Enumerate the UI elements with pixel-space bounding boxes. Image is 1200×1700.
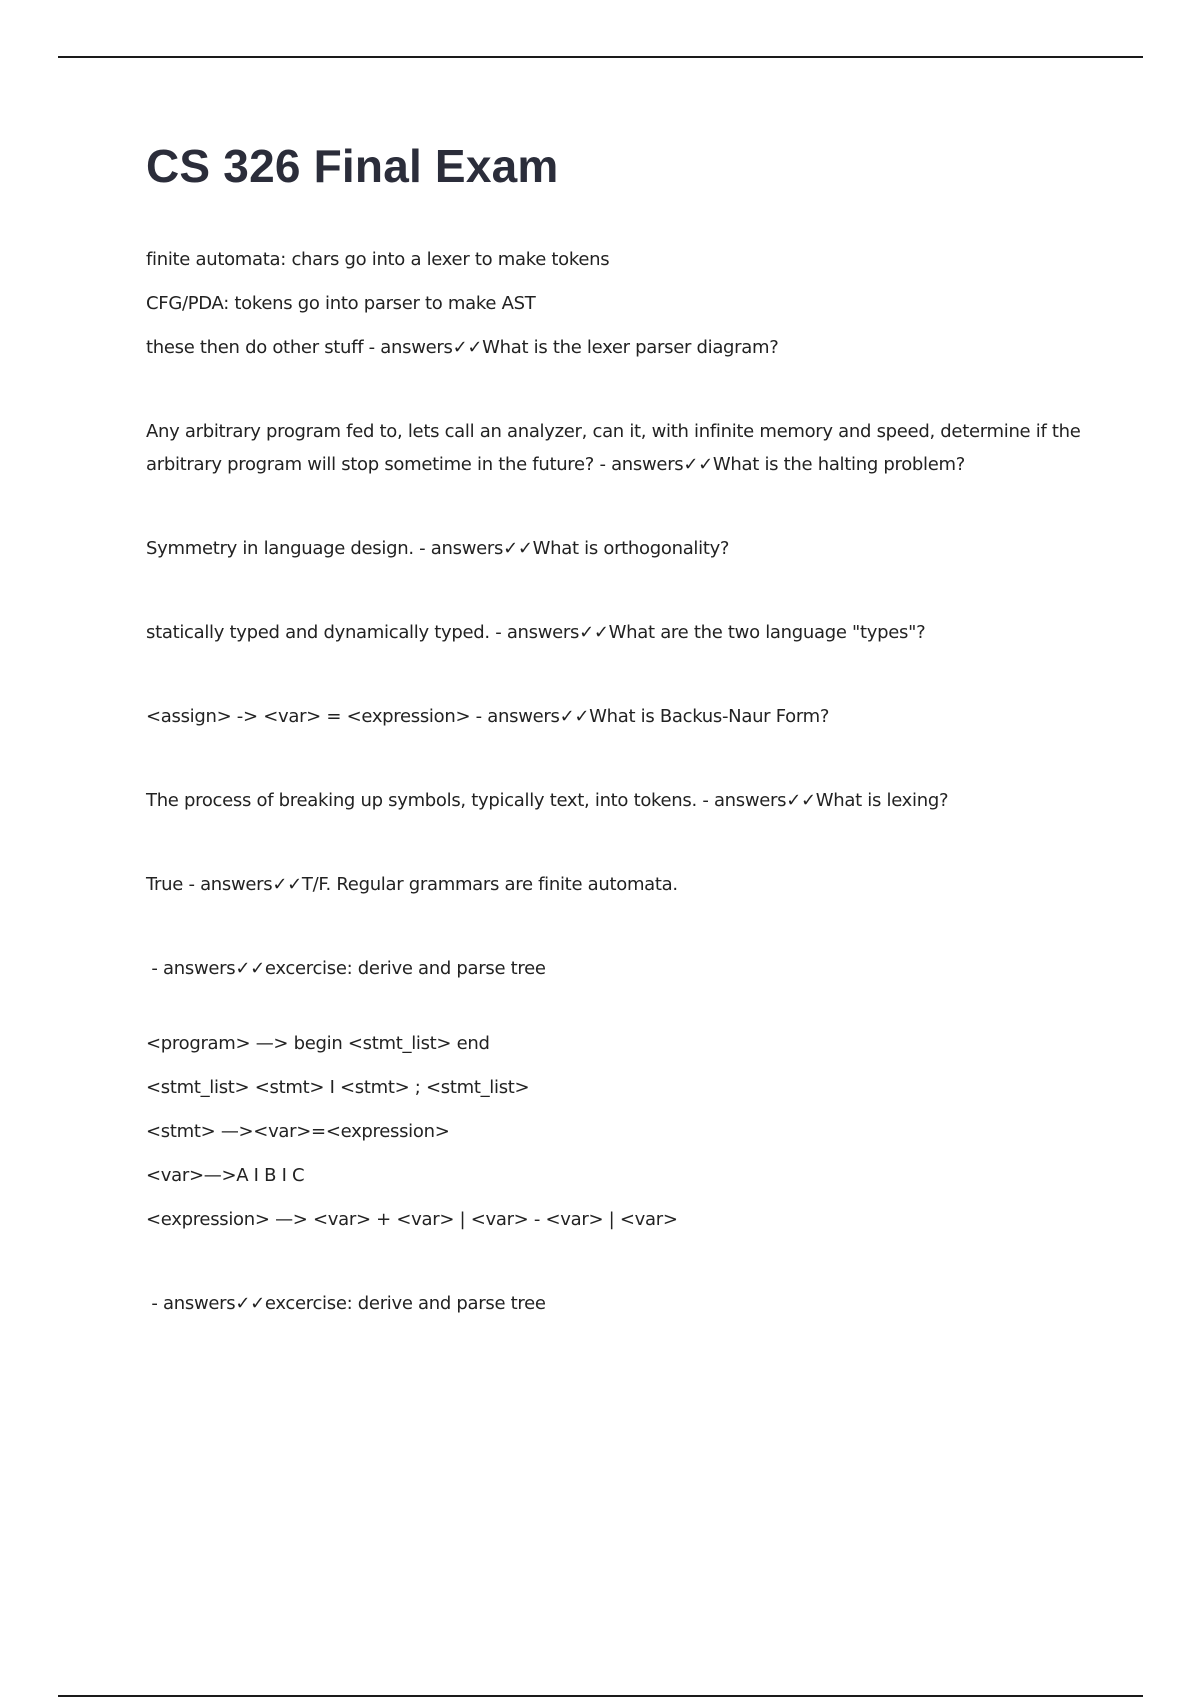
item-7: True - answers✓✓T/F. Regular grammars are finite automata. [146, 873, 678, 895]
top-rule [58, 56, 1143, 58]
grammar-line-1: <program> —> begin <stmt_list> end [146, 1032, 490, 1054]
item-2: Any arbitrary program fed to, lets call an analyzer, can it, with infinite memory and speed, determine if the arbitrary program will stop sometime in the future? - answers✓✓What is the halting problem? [146, 420, 1081, 475]
grammar-line-5: <expression> —> <var> + <var> | <var> - <var> | <var> [146, 1208, 678, 1230]
document-body [146, 140, 1096, 1320]
grammar-line-4: <var>—>A I B I C [146, 1164, 305, 1186]
grammar-line-3: <stmt> —><var>=<expression> [146, 1120, 450, 1142]
item-6: The process of breaking up symbols, typically text, into tokens. - answers✓✓What is lexing? [146, 789, 949, 811]
item-1-line-2: CFG/PDA: tokens go into parser to make AST [146, 292, 536, 314]
item-8: - answers✓✓excercise: derive and parse tree [146, 957, 546, 979]
grammar-line-2: <stmt_list> <stmt> I <stmt> ; <stmt_list> [146, 1076, 530, 1098]
item-4: statically typed and dynamically typed. - answers✓✓What are the two language "types"? [146, 621, 926, 643]
item-3: Symmetry in language design. - answers✓✓What is orthogonality? [146, 537, 730, 559]
document-title: CS 326 Final Exam [146, 140, 559, 192]
item-1-line-1: finite automata: chars go into a lexer to make tokens [146, 248, 610, 270]
item-1-line-3: these then do other stuff - answers✓✓What is the lexer parser diagram? [146, 336, 779, 358]
item-5: <assign> -> <var> = <expression> - answers✓✓What is Backus-Naur Form? [146, 705, 830, 727]
bottom-rule [58, 1695, 1143, 1697]
item-10: - answers✓✓excercise: derive and parse tree [146, 1292, 546, 1314]
